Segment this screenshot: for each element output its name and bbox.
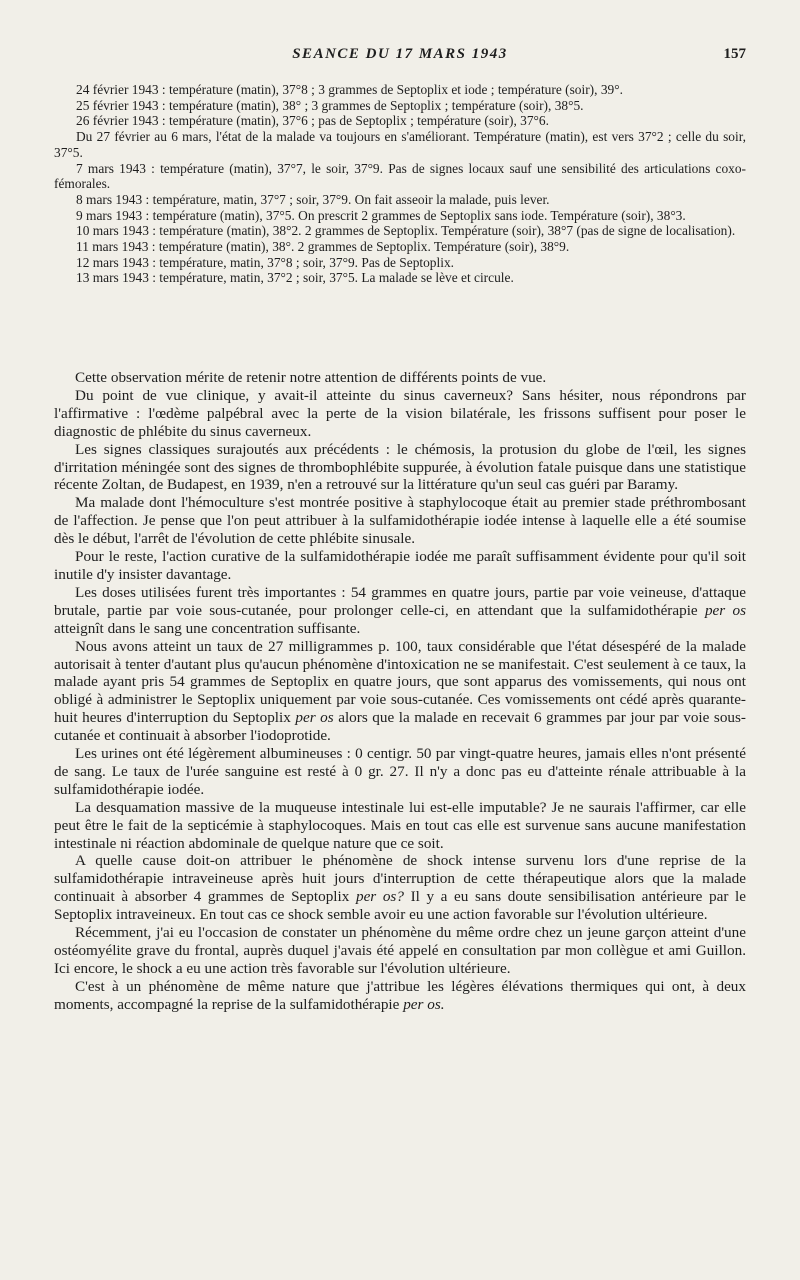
- log-entry: 11 mars 1943 : température (matin), 38°. 2 grammes de Septoplix. Température (soir), 38°9.: [76, 239, 570, 255]
- paragraph: [54, 978, 746, 1014]
- italic-text: per os: [704, 601, 746, 619]
- paragraph: [54, 852, 746, 924]
- log-entry: 24 février 1943 : température (matin), 37°8 ; 3 grammes de Septoplix et iode ; température (soir), 39°.: [76, 82, 623, 97]
- log-entry: 7 mars 1943 : température (matin), 37°7, le soir, 37°9. Pas de signes locaux sauf une sensibilité des articulations coxo-fémorales.: [54, 160, 746, 192]
- paragraph: Ma malade dont l'hémoculture s'est montrée positive à staphylocoque était au premier stade préthrombosant de l'affection. Je pense que l'on peut attribuer à la sulfamidothérapie iodée intense à laquelle elle a été soumise dès le début, l'arrêt de l'évolution de cette phlébite sinusale.: [54, 494, 746, 548]
- italic-text: per os?: [355, 888, 404, 906]
- body-text: [54, 369, 746, 1014]
- paragraph: [54, 638, 746, 745]
- log-entry: 25 février 1943 : température (matin), 38° ; 3 grammes de Septoplix ; température (soir), 38°5.: [76, 97, 584, 113]
- text-run: A quelle cause doit-on attribuer le phénomène de shock intense survenu lors d'une reprise de la sulfamidothérapie intraveineuse après huit jours d'interruption de cette thérapeutique alors que la malade continuait à absorber 4 grammes de Septoplix: [54, 852, 746, 906]
- paragraph: Les signes classiques surajoutés aux précédents : le chémosis, la protusion du globe de l'œil, les signes d'irritation méningée sont des signes de thrombophlébite suppurée, à évolution fatale puisque dans une statistique récente Zoltan, de Budapest, en 1939, n'en a retrouvé sur la littérature qu'un seul cas guéri par Baramy.: [54, 440, 746, 494]
- page-number: 157: [723, 46, 746, 62]
- paragraph: [54, 584, 746, 638]
- log-entry: 9 mars 1943 : température (matin), 37°5. On prescrit 2 grammes de Septoplix sans iode. Température (soir), 38°3.: [76, 207, 686, 223]
- log-entry: Du 27 février au 6 mars, l'état de la malade va toujours en s'améliorant. Température (matin), est vers 37°2 ; celle du soir, 37°5.: [54, 129, 746, 160]
- text-run: atteignît dans le sang une concentration suffisante.: [54, 619, 361, 637]
- text-run: alors que la malade en recevait 6 grammes par jour par voie sous-cutanée et continuait à absorber l'iodoprotide.: [54, 709, 746, 745]
- text-run: C'est à un phénomène de même nature que j'attribue les légères élévations thermiques qui ont, à deux moments, accompagné la reprise de la sulfamidothérapie: [54, 977, 746, 1013]
- italic-text: per os.: [403, 995, 445, 1013]
- paragraph: Du point de vue clinique, y avait-il atteinte du sinus caverneux? Sans hésiter, nous répondrons par l'affirmative : l'œdème palpébral avec la perte de la vision bilatérale, les frissons suffisent pour poser le diagnostic de phlébite du sinus caverneux.: [54, 386, 746, 440]
- temperature-log: [54, 82, 746, 286]
- running-title: SEANCE DU 17 MARS 1943: [292, 46, 508, 62]
- text-run: Les doses utilisées furent très importantes : 54 grammes en quatre jours, partie par voie veineuse, d'attaque brutale, partie par voie sous-cutanée, pour prolonger celle-ci, en attendant que la sulfamidothérapie: [54, 583, 746, 619]
- paragraph: Cette observation mérite de retenir notre attention de différents points de vue.: [75, 369, 547, 386]
- log-entry: 26 février 1943 : température (matin), 37°6 ; pas de Septoplix ; température (soir), 37°6.: [76, 113, 549, 129]
- log-entry: 12 mars 1943 : température, matin, 37°8 ; soir, 37°9. Pas de Septoplix.: [76, 254, 454, 270]
- paragraph: Récemment, j'ai eu l'occasion de constater un phénomène du même ordre chez un jeune garçon atteint d'une ostéomyélite grave du frontal, auprès duquel j'avais été appelé en consultation par mon collègue et ami Guillon. Ici encore, le shock a eu une action très favorable sur l'évolution ultérieure.: [54, 924, 746, 977]
- italic-text: per os: [295, 709, 334, 727]
- page-header: [0, 46, 800, 68]
- paragraph: La desquamation massive de la muqueuse intestinale lui est-elle imputable? Je ne saurais l'affirmer, car elle peut être le fait de la septicémie à staphylocoques. Mais en tout cas elle est survenue sans aucune manifestation intestinale ni réaction abdominale de quelque nature que ce soit.: [54, 798, 746, 852]
- paragraph: Les urines ont été légèrement albumineuses : 0 centigr. 50 par vingt-quatre heures, jamais elles n'ont présenté de sang. Le taux de l'urée sanguine est resté à 0 gr. 27. Il n'y a donc pas eu d'atteinte rénale attribuable à la sulfamidothérapie iodée.: [54, 745, 746, 798]
- log-entry: 13 mars 1943 : température, matin, 37°2 ; soir, 37°5. La malade se lève et circule.: [76, 270, 514, 286]
- log-entry: 10 mars 1943 : température (matin), 38°2. 2 grammes de Septoplix. Température (soir), 38°7 (pas de signe de localisation).: [76, 223, 736, 239]
- log-entry: 8 mars 1943 : température, matin, 37°7 ; soir, 37°9. On fait asseoir la malade, puis lever.: [76, 191, 550, 207]
- text-run: Nous avons atteint un taux de 27 milligrammes p. 100, taux considérable que l'état désespéré de la malade autorisait à tenter d'autant plus qu'aucun phénomène d'intoxication ne se manifestait. C'est seulement à ce taux, la malade ayant pris 54 grammes de Septoplix en quatre jours, que sont apparus des vomissements, qui nous ont obligé à administrer le Septoplix uniquement par voie sous-cutanée. Ces vomissements ont cédé après quarante-huit heures d'interruption du Septoplix: [54, 637, 746, 727]
- paragraph: Pour le reste, l'action curative de la sulfamidothérapie iodée me paraît suffisamment évidente pour qu'il soit inutile d'y insister davantage.: [54, 548, 746, 583]
- text-run: Il y a eu sans doute sensibilisation antérieure par le Septoplix intraveineux. En tout cas ce shock semble avoir eu une action favorable sur l'évolution ultérieure.: [54, 888, 746, 924]
